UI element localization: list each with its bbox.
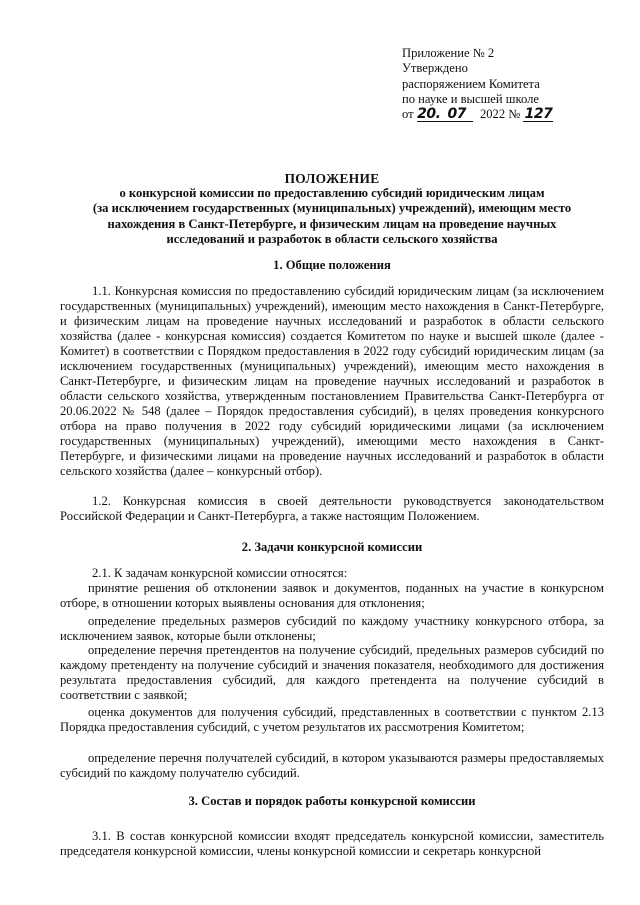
handwritten-number: 127 (524, 106, 553, 123)
paragraph-1-2: 1.2. Конкурсная комиссия в своей деятельности руководствуется законодательством Российской Федерации и Санкт-Петербурга, а также настоящим Положением. (60, 494, 604, 523)
document-title (60, 171, 604, 247)
section-heading-3: 3. Состав и порядок работы конкурсной комиссии (188, 794, 476, 808)
title-line: (за исключением государственных (муниципальных) учреждений), имеющим место (92, 201, 572, 216)
section-heading-2: 2. Задачи конкурсной комиссии (241, 540, 423, 554)
date-prefix: от (402, 107, 414, 122)
number-prefix: № (508, 107, 521, 122)
task-item: определение перечня получателей субсидий, в котором указываются размеры предоставляемых субсидий по каждому получателю субсидий. (60, 751, 604, 780)
task-item: принятие решения об отклонении заявок и документов, поданных на участие в конкурсном отборе, в отношении которых выявлены основания для отклонения; (60, 581, 604, 610)
task-item: определение перечня претендентов на получение субсидий, предельных размеров субсидий по каждому претенденту на получение субсидий и значения показателя, необходимого для достижения результата предоставления субсидий, для каждого претендента на получение субсидий в соответствии с заявкой; (60, 643, 604, 702)
title-line: нахождения в Санкт-Петербурге, и физическим лицам на проведение научных (107, 216, 557, 231)
title-line: о конкурсной комиссии по предоставлению субсидий юридическим лицам (119, 186, 545, 201)
paragraph-1-1: 1.1. Конкурсная комиссия по предоставлению субсидий юридическим лицам (за исключением государственных (муниципальных) учреждений), имеющим место нахождения в Санкт-Петербурге, и физическим лицам на проведение научных исследований и разработок в области сельского хозяйства (далее - конкурсная комиссия) создается Комитетом по науке и высшей школе (далее - Комитет) в соответствии с Порядком предоставления в 2022 году субсидий юридическим лицам (за исключением государственных (муниципальных) учреждений), имеющим место нахождения в Санкт-Петербурге, и физическим лицам на проведение научных исследований и разработок в области сельского хозяйства, утвержденным постановлением Правительства Санкт-Петербурга от 20.06.2022 № 548 (далее – Порядок предоставления субсидий), в целях проведения конкурсного отбора на право получения в 2022 году субсидий юридическими лицами (за исключением государственных (муниципальных) учреждений), имеющими место нахождения в Санкт-Петербурге, и физическими лицами на проведение научных исследований и разработок в области сельского хозяйства (далее – конкурсный отбор). (60, 284, 604, 478)
paragraph-3-1: 3.1. В состав конкурсной комиссии входят председатель конкурсной комиссии, заместитель председателя конкурсной комиссии, члены конкурсной комиссии и секретарь конкурсной (60, 829, 604, 858)
task-item: оценка документов для получения субсидий, представленных в соответствии с пунктом 2.13 Порядка предоставления субсидий, с учетом результатов их рассмотрения Комитетом; (60, 705, 604, 734)
appendix-date-line (402, 107, 624, 122)
appendix-block (402, 46, 624, 122)
task-item: определение предельных размеров субсидий по каждому участнику конкурсного отбора, за исключением заявок, которые были отклонены; (60, 614, 604, 643)
handwritten-month: 07 (441, 108, 473, 122)
handwritten-day: 20. (417, 106, 441, 123)
title-line: исследований и разработок в области сельского хозяйства (166, 231, 498, 246)
appendix-line: Приложение № 2 (402, 46, 495, 60)
paragraph-2-1: 2.1. К задачам конкурсной комиссии относятся: (92, 566, 348, 580)
date-year: 2022 (479, 107, 506, 122)
section-heading-1: 1. Общие положения (273, 258, 391, 272)
appendix-line: Утверждено (402, 61, 468, 76)
appendix-line: распоряжением Комитета (402, 76, 540, 91)
appendix-line: по науке и высшей школе (402, 91, 539, 106)
title-heading: ПОЛОЖЕНИЕ (284, 171, 380, 186)
